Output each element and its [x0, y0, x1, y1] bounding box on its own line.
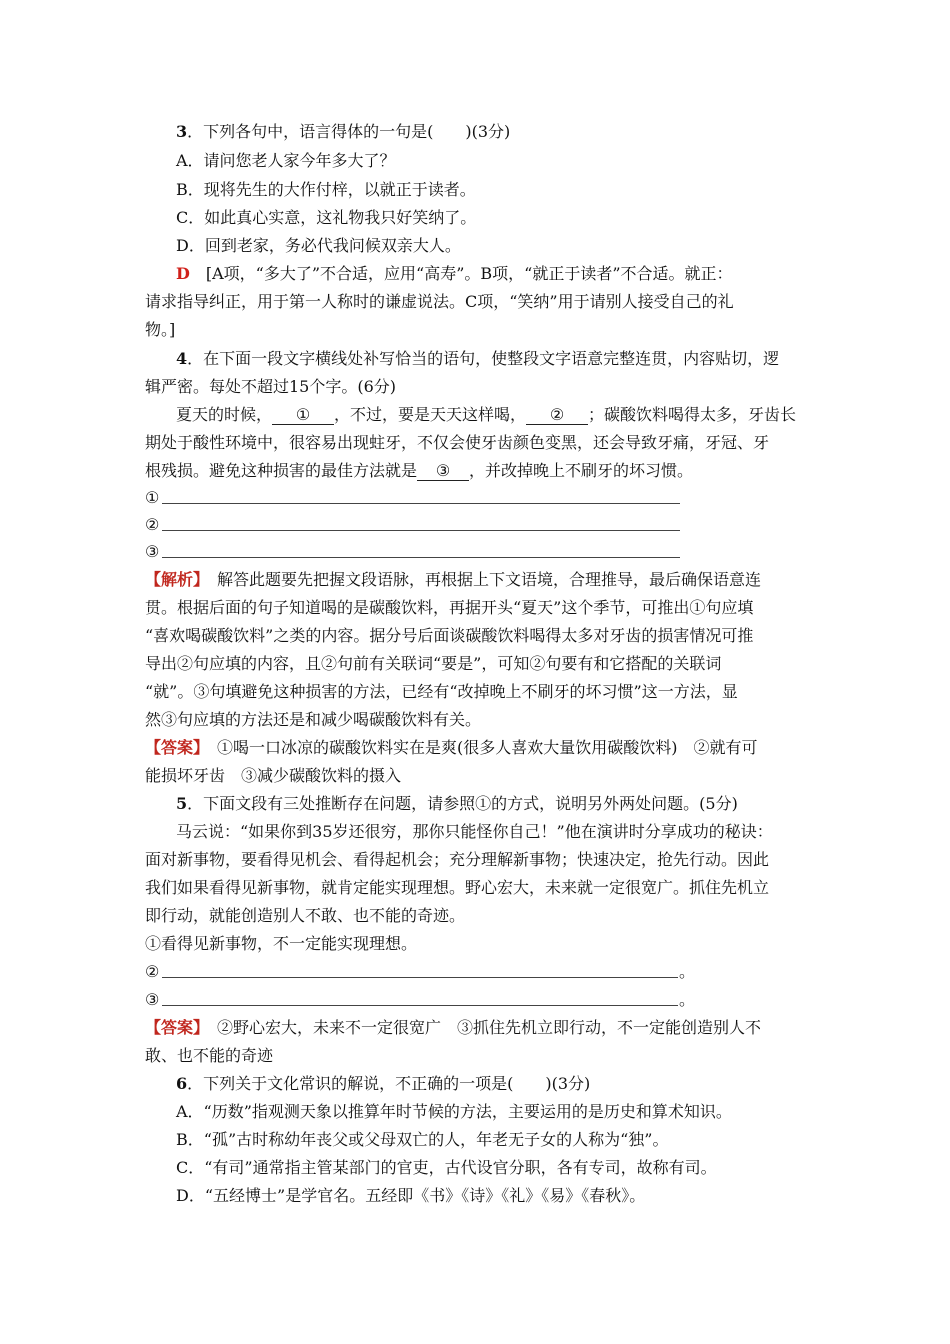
q5-answer-line-3-label: ③: [145, 990, 160, 1009]
q6-number: 6: [176, 1074, 188, 1093]
q4-blank-1: ①: [272, 406, 334, 425]
q5-stem: 5．下面文段有三处推断存在问题，请参照①的方式，说明另外两处问题。(5分): [176, 794, 738, 813]
q5-answer-line-2-label: ②: [145, 962, 160, 981]
q4-analysis-line: 导出②句应填的内容，且②句前有关联词“要是”，可知②句要有和它搭配的关联词: [145, 654, 722, 673]
q4-passage-line: 夏天的时候， ① ，不过，要是天天这样喝， ② ；碳酸饮料喝得太多，牙齿长: [176, 405, 797, 424]
q5-passage-line: 我们如果看得见新事物，就肯定能实现理想。野心宏大，未来就一定很宽广。抓住先机立: [145, 878, 770, 897]
q3-explanation-line: D [A项，“多大了”不合适，应用“高寿”。B项，“就正于读者”不合适。就正：: [176, 264, 733, 283]
q6-stem: 6．下列关于文化常识的解说，不正确的一项是( )(3分): [176, 1074, 591, 1093]
q4-analysis-line: “喜欢喝碳酸饮料”之类的内容。据分号后面谈碳酸饮料喝得太多对牙齿的损害情况可推: [145, 626, 754, 645]
q3-option-c: C．如此真心实意，这礼物我只好笑纳了。: [176, 208, 477, 227]
q4-analysis-line: 【解析】 解答此题要先把握文段语脉，再根据上下文语境，合理推导，最后确保语意连: [145, 570, 762, 589]
q4-analysis-line: “就”。③句填避免这种损害的方法，已经有“改掉晚上不刷牙的坏习惯”这一方法，显: [145, 682, 738, 701]
answer-tag: 【答案】: [145, 1018, 202, 1037]
q6-option-c: C．“有司”通常指主管某部门的官吏，古代设官分职，各有专司，故称有司。: [176, 1158, 717, 1177]
q5-answer-line-3: [162, 1005, 678, 1006]
q4-number: 4: [176, 349, 188, 368]
q4-stem: 4．在下面一段文字横线处补写恰当的语句，使整段文字语意完整连贯，内容贴切，逻: [176, 349, 780, 368]
q4-passage-line: 期处于酸性环境中，很容易出现蛀牙，不仅会使牙齿颜色变黑，还会导致牙痛，牙冠、牙: [145, 433, 770, 452]
q4-blank-2: ②: [526, 406, 588, 425]
q4-answer-line-3-label: ③: [145, 542, 160, 561]
q4-answer-line-2: [162, 530, 680, 531]
q4-answer-line: 【答案】 ①喝一口冰凉的碳酸饮料实在是爽(很多人喜欢大量饮用碳酸饮料) ②就有可: [145, 738, 758, 757]
q4-passage-line: 根残损。避免这种损害的最佳方法就是 ③ ，并改掉晚上不刷牙的坏习惯。: [145, 461, 694, 480]
q5-line-end: 。: [679, 962, 696, 981]
q5-passage-line: 面对新事物，要看得见机会、看得起机会；充分理解新事物；快速决定，抢先行动。因此: [145, 850, 770, 869]
q3-explanation-line: 物。]: [145, 320, 176, 339]
q4-analysis-line: 贯。根据后面的句子知道喝的是碳酸饮料，再据开头“夏天”这个季节，可推出①句应填: [145, 598, 754, 617]
q4-analysis-line: 然③句应填的方法还是和减少喝碳酸饮料有关。: [145, 710, 482, 729]
q4-answer-line: 能损坏牙齿 ③减少碳酸饮料的摄入: [145, 766, 402, 785]
q3-option-b: B．现将先生的大作付梓，以就正于读者。: [176, 180, 476, 199]
answer-tag: 【答案】: [145, 738, 202, 757]
q4-stem-line: 辑严密。每处不超过15个字。(6分): [145, 377, 397, 396]
q4-blank-3: ③: [417, 462, 469, 481]
q4-answer-line-2-label: ②: [145, 515, 160, 534]
q5-line-end: 。: [679, 990, 696, 1009]
q5-number: 5: [176, 794, 188, 813]
q4-answer-line-1-label: ①: [145, 488, 160, 507]
q5-answer-line-2: [162, 977, 678, 978]
q5-example: ①看得见新事物，不一定能实现理想。: [145, 934, 418, 953]
q4-answer-line-1: [162, 503, 680, 504]
q6-option-d: D．“五经博士”是学官名。五经即《书》《诗》《礼》《易》《春秋》。: [176, 1186, 646, 1205]
q5-passage-line: 马云说：“如果你到35岁还很穷，那你只能怪你自己！”他在演讲时分享成功的秘诀：: [176, 822, 773, 841]
q3-number: 3: [176, 122, 188, 141]
q3-answer-letter: D: [176, 264, 190, 283]
q3-option-a: A．请问您老人家今年多大了？: [176, 151, 396, 170]
q5-answer-line: 【答案】 ②野心宏大，未来不一定很宽广 ③抓住先机立即行动，不一定能创造别人不: [145, 1018, 762, 1037]
analysis-tag: 【解析】: [145, 570, 202, 589]
q3-explanation-line: 请求指导纠正，用于第一人称时的谦虚说法。C项，“笑纳”用于请别人接受自己的礼: [145, 292, 734, 311]
q3-option-d: D．回到老家，务必代我问候双亲大人。: [176, 236, 461, 255]
q6-option-b: B．“孤”古时称幼年丧父或父母双亡的人，年老无子女的人称为“独”。: [176, 1130, 669, 1149]
q6-option-a: A．“历数”指观测天象以推算年时节候的方法，主要运用的是历史和算术知识。: [176, 1102, 732, 1121]
q4-answer-line-3: [162, 557, 680, 558]
q3-stem: 3．下列各句中，语言得体的一句是( )(3分): [176, 122, 511, 141]
q5-answer-line: 敢、也不能的奇迹: [145, 1046, 274, 1065]
q5-passage-line: 即行动，就能创造别人不敢、也不能的奇迹。: [145, 906, 466, 925]
